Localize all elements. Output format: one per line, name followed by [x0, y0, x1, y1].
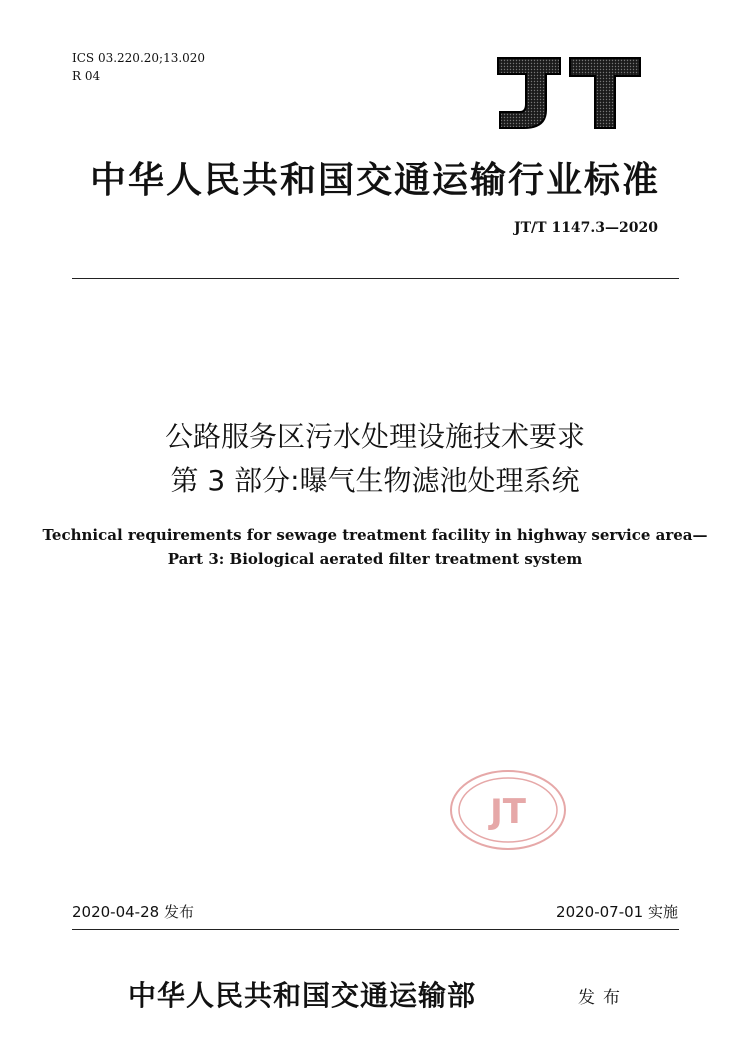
ics-code: ICS 03.220.20;13.020 [72, 51, 206, 65]
title-cn-line2: 第 3 部分:曝气生物滤池处理系统 [170, 464, 580, 497]
publish-label: 发布 [578, 988, 628, 1008]
implementation-date: 2020-07-01 实施 [556, 903, 678, 921]
issue-date: 2020-04-28 发布 [72, 903, 194, 921]
jt-watermark-stamp [448, 768, 568, 852]
footer-divider [72, 929, 679, 930]
issuing-ministry: 中华人民共和国交通运输部 [128, 979, 477, 1012]
industry-title: 中华人民共和国交通运输行业标准 [89, 159, 660, 201]
header-divider [72, 278, 679, 279]
standard-number: JT/T 1147.3—2020 [514, 220, 658, 236]
title-cn-line1: 公路服务区污水处理设施技术要求 [164, 420, 585, 453]
stamp-text: JT [490, 792, 526, 832]
jt-logo [494, 56, 642, 130]
ccs-code: R 04 [72, 69, 101, 83]
title-en-line1: Technical requirements for sewage treatment facility in highway service area— [42, 526, 708, 544]
title-en-line2: Part 3: Biological aerated filter treatment system [167, 550, 583, 568]
